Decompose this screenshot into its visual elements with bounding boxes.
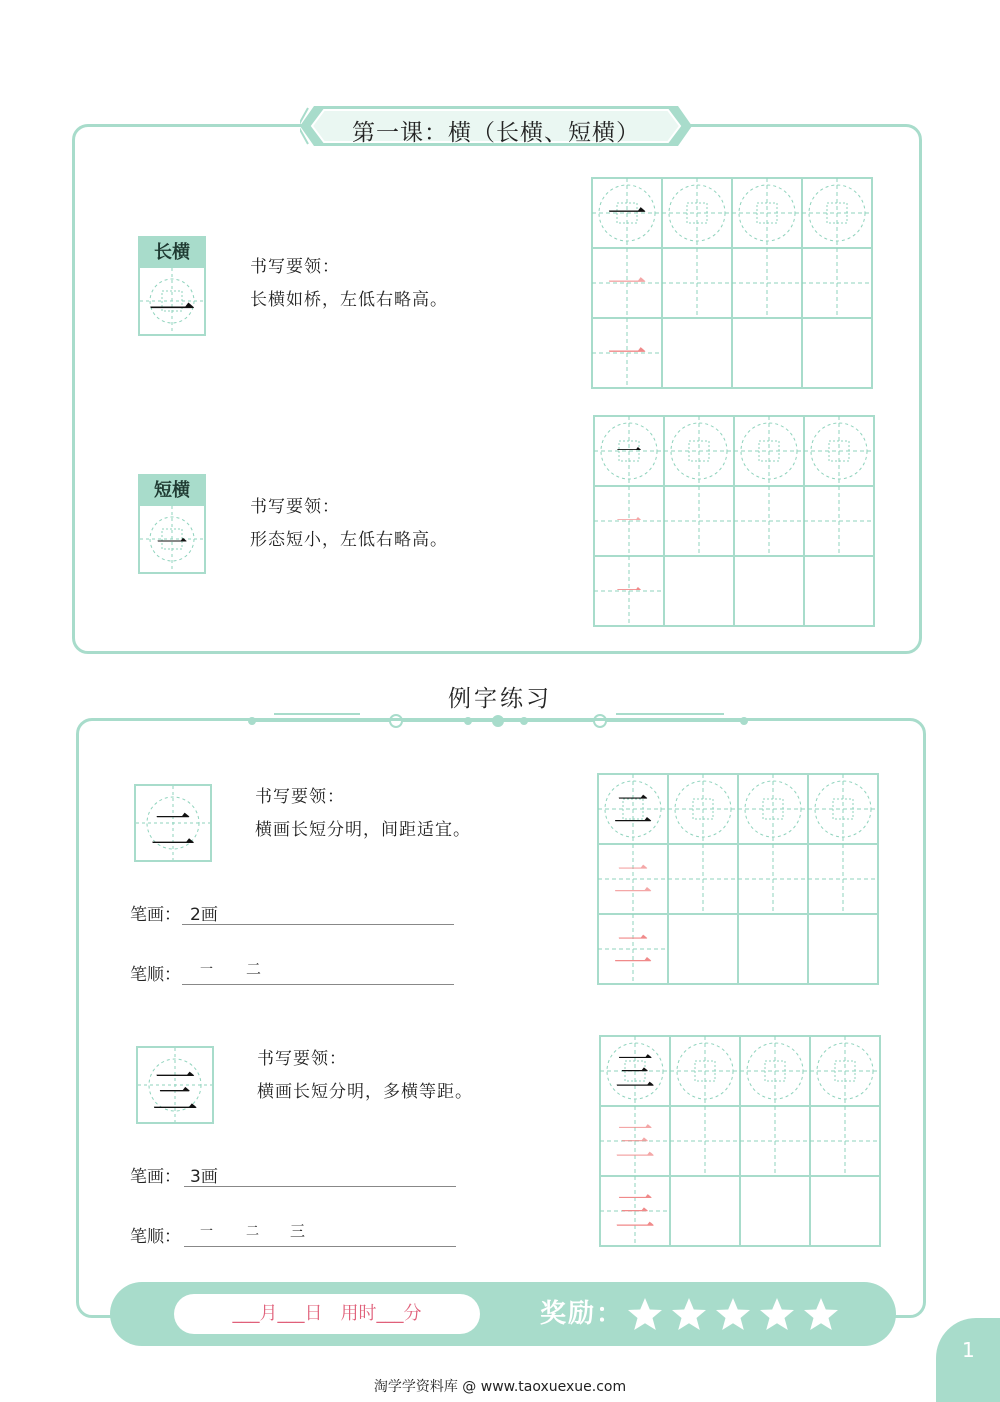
tian-grid — [596, 772, 880, 986]
section-title: 例字练习 — [448, 686, 552, 712]
stroke-order-label: 笔顺： — [130, 965, 181, 985]
tian-grid — [590, 176, 874, 390]
tip-text: 形态短小，左低右略高。 — [250, 530, 448, 550]
stroke-count-value: 2画 — [190, 905, 218, 925]
stroke-card-title: 短横 — [140, 476, 204, 506]
reward-stars[interactable] — [626, 1296, 846, 1336]
star-icon[interactable] — [626, 1296, 664, 1332]
stroke-card-grid — [140, 506, 204, 572]
practice-grid — [596, 772, 880, 990]
tip-label: 书写要领： — [250, 257, 340, 277]
trace-char: 二 — [613, 927, 653, 974]
star-icon[interactable] — [670, 1296, 708, 1332]
model-char: 一 — [615, 437, 643, 468]
tip-label: 书写要领： — [257, 1049, 347, 1069]
stroke-count-label: 笔画： — [130, 905, 181, 925]
practice-grid — [598, 1034, 882, 1252]
stroke-card-grid — [140, 268, 204, 339]
stroke-order-step: 一 — [200, 1224, 214, 1239]
tian-grid — [598, 1034, 882, 1248]
reward-label: 奖励： — [540, 1299, 625, 1329]
tip-text: 长横如桥，左低右略高。 — [250, 290, 448, 310]
stroke-order-underline — [184, 1246, 456, 1247]
lesson-banner — [300, 104, 692, 148]
example-char-box — [136, 1046, 214, 1124]
stroke-order-step: 二 — [246, 960, 262, 978]
trace-char: 三 — [615, 1189, 655, 1236]
trace-char: 一 — [607, 331, 647, 378]
stroke-order-step: 一 — [200, 962, 214, 977]
tip-label: 书写要领： — [255, 787, 345, 807]
page-number: 1 — [962, 1338, 975, 1362]
example-model-char: 三 — [152, 1065, 198, 1119]
progress-footer — [110, 1282, 896, 1346]
stroke-order-step: 三 — [290, 1222, 306, 1240]
example-model-char: 二 — [150, 803, 196, 857]
stroke-card-short — [138, 474, 206, 574]
star-icon[interactable] — [714, 1296, 752, 1332]
model-char: 三 — [615, 1049, 655, 1096]
stroke-count-label: 笔画： — [130, 1167, 181, 1187]
stroke-order-step: 二 — [246, 1224, 260, 1239]
trace-char: 二 — [613, 857, 653, 904]
tip-label: 书写要领： — [250, 497, 340, 517]
practice-grid — [590, 176, 874, 394]
stroke-count-value: 3画 — [190, 1167, 218, 1187]
model-char: 二 — [613, 787, 653, 834]
stroke-order-underline — [182, 984, 454, 985]
lesson-title: 第一课：横（长横、短横） — [352, 120, 640, 146]
stroke-card-long — [138, 236, 206, 339]
trace-char: 一 — [615, 507, 643, 538]
practice-grid — [592, 414, 876, 632]
trace-char: 一 — [615, 577, 643, 608]
stroke-order-label: 笔顺： — [130, 1227, 181, 1247]
trace-char: 一 — [607, 261, 647, 308]
stroke-card-title: 长横 — [140, 238, 204, 268]
stroke-model-char: 一 — [155, 524, 188, 562]
stroke-count-underline — [184, 1186, 456, 1187]
tip-text: 横画长短分明，多横等距。 — [257, 1082, 473, 1102]
example-char-box — [134, 784, 212, 862]
stroke-count-underline — [182, 924, 454, 925]
watermark-text: 淘学学资料库 @ www.taoxuexue.com — [373, 1379, 627, 1395]
stroke-model-char: 一 — [147, 283, 196, 339]
trace-char: 三 — [615, 1119, 655, 1166]
tian-grid — [592, 414, 876, 628]
star-icon[interactable] — [758, 1296, 796, 1332]
star-icon[interactable] — [802, 1296, 840, 1332]
tip-text: 横画长短分明，间距适宜。 — [255, 820, 471, 840]
model-char: 一 — [607, 191, 647, 238]
date-time-field[interactable]: ___月___日 用时___分 — [174, 1294, 480, 1334]
